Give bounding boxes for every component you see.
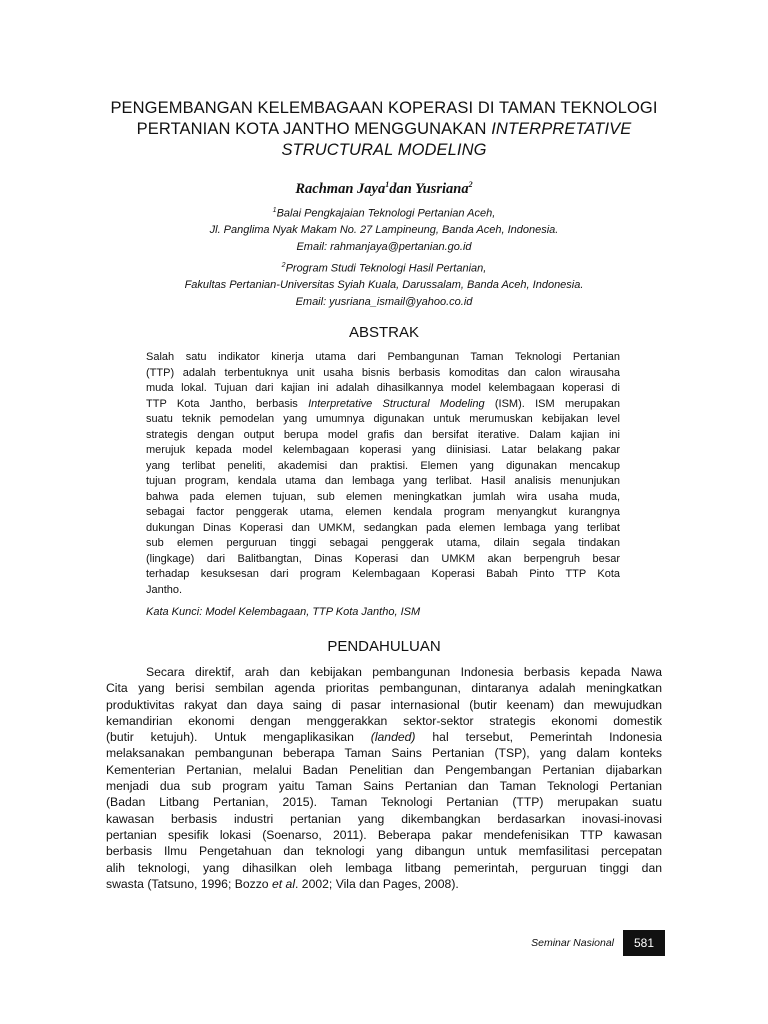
text-line: (Badan Litbang Pertanian, 2015). Taman Teknologi Pertanian (TTP) merupakan suatu — [106, 795, 662, 810]
title-line: PERTANIAN KOTA JANTHO MENGGUNAKAN INTERPRETATIVE — [136, 120, 632, 138]
author-name: Yusriana — [415, 180, 469, 197]
text-line: (butir ketujuh). Untuk mengaplikasikan (landed) hal tersebut, Pemerintah Indonesia — [106, 730, 662, 745]
text-line: suatu teknik pemodelan yang umumnya digunakan untuk merumuskan kebijakan level — [146, 413, 620, 425]
affiliation-mark: 2 — [281, 262, 286, 269]
affiliation-line: Fakultas Pertanian-Universitas Syiah Kuala, Darussalam, Banda Aceh, Indonesia. — [184, 279, 584, 292]
affiliation-mark: 1 — [272, 207, 277, 214]
page-number: 581 — [623, 930, 665, 956]
text-line: alih teknologi, yang dihasilkan oleh lembaga litbang pemerintah, perguruan tinggi dan — [106, 860, 662, 875]
text-line: muda lokal. Tujuan dari kajian ini adalah dihasilkannya model kelembagaan koperasi di — [146, 382, 620, 394]
text-line: (lingkage) dari Balitbangtan, Dinas Koperasi dan UMKM akan berpengruh besar — [146, 552, 620, 565]
author-affiliation-mark: 1 — [385, 180, 390, 189]
author-connector: dan — [389, 180, 416, 197]
text-line: Kementerian Pertanian, melalui Badan Penelitian dan Pengembangan Pertanian dijabarkan — [106, 762, 662, 777]
keywords: Kata Kunci: Model Kelembagaan, TTP Kota Jantho, ISM — [146, 606, 421, 618]
text-line: kemandirian ekonomi dengan menggerakkan sektor-sektor strategis ekonomi domestik — [106, 713, 662, 728]
affiliation-line: Balai Pengkajaian Teknologi Pertanian Aceh, — [276, 207, 496, 220]
title-line: PENGEMBANGAN KELEMBAGAAN KOPERASI DI TAMAN TEKNOLOGI — [110, 99, 658, 117]
text-line: produktivitas rakyat dan daya saing di pasar internasional (butir keenam) dan mewujudkan — [106, 697, 662, 712]
text-line: dukungan Dinas Koperasi dan UMKM, sedangkan pada elemen lembaga yang terlibat — [146, 521, 620, 534]
text-line: Secara direktif, arah dan kebijakan pembangunan Indonesia berbasis kepada Nawa — [146, 665, 662, 679]
introduction-body — [106, 664, 662, 892]
text-line: yang terlibat peneliti, akademisi dan praktisi. Elemen yang digunakan mencakup — [146, 459, 620, 472]
text-line: strategis dengan output berupa model grafis dan bersifat iterative. Dalam kajian ini — [146, 428, 620, 441]
text-line: merujuk kepada model kelembagaan koperasi yang diinisiasi. Latar belakang pakar — [146, 444, 620, 456]
text-line: (TTP) adalah terbentuknya unit usaha bisnis berbasis komoditas dan calon wirausaha — [146, 366, 620, 379]
text-line: kawasan berbasis industri pertanian yang dikembangkan berdasarkan inovasi-inovasi — [106, 811, 662, 826]
author-affiliation-mark: 2 — [468, 180, 473, 189]
title-line: STRUCTURAL MODELING — [281, 141, 487, 159]
affiliation-email: Email: rahmanjaya@pertanian.go.id — [296, 240, 472, 253]
text-line: berbasis Ilmu Pengetahuan dan teknologi yang dibangun untuk memfasilitasi percepatan — [106, 844, 662, 859]
text-line: TTP Kota Jantho, berbasis Interpretative Structural Modeling (ISM). ISM merupakan — [146, 397, 620, 410]
abstract-heading: ABSTRAK — [348, 324, 420, 341]
author-list — [0, 180, 768, 198]
text-line: Cita yang berisi sembilan agenda prioritas pembangunan, dintaranya adalah meningkatkan — [106, 681, 662, 696]
affiliation-1 — [0, 203, 768, 255]
text-line: melaksanakan pembangunan beberapa Taman Sains Pertanian (TSP), yang dalam konteks — [106, 746, 662, 761]
text-line: tujuan program, kendala utama dan lembaga yang terlibat. Hasil analisis menunjukan — [146, 475, 620, 487]
text-line: menjadi dua sub program yaitu Taman Sains Pertanian dan Taman Teknologi Pertanian — [106, 779, 662, 794]
text-line: sub elemen perguruan tinggi sebagai penggerak utama, dilain segala tindakan — [146, 537, 620, 549]
text-line: terhadap kesuksesan dari program Kelembagaan Koperasi Babah Pinto TTP Kota — [146, 568, 620, 580]
introduction-heading: PENDAHULUAN — [327, 638, 441, 655]
text-line: Jantho. — [146, 583, 183, 596]
affiliation-email: Email: yusriana_ismail@yahoo.co.id — [295, 295, 473, 308]
affiliation-2 — [0, 258, 768, 310]
text-line: swasta (Tatsuno, 1996; Bozzo et al. 2002; Vila dan Pages, 2008). — [106, 876, 459, 891]
text-line: pertanian spesifik lokasi (Soenarso, 2011). Beberapa pakar mendefenisikan TTP kawasan — [106, 827, 662, 842]
affiliation-line: Program Studi Teknologi Hasil Pertanian, — [285, 262, 487, 275]
footer-label: Seminar Nasional — [531, 937, 614, 949]
abstract-body — [146, 350, 620, 598]
text-line: sebagai factor penggerak utama, elemen kendala program menyangkut kurangnya — [146, 506, 620, 518]
paper-title — [90, 98, 678, 161]
text-line: bahwa pada elemen tujuan, sub elemen meningkatkan jumlah wira usaha muda, — [146, 490, 620, 503]
text-line: Salah satu indikator kinerja utama dari Pembangunan Taman Teknologi Pertanian — [146, 351, 620, 363]
author-name: Rachman Jaya — [295, 180, 386, 197]
affiliation-line: Jl. Panglima Nyak Makam No. 27 Lampineung, Banda Aceh, Indonesia. — [209, 224, 559, 237]
